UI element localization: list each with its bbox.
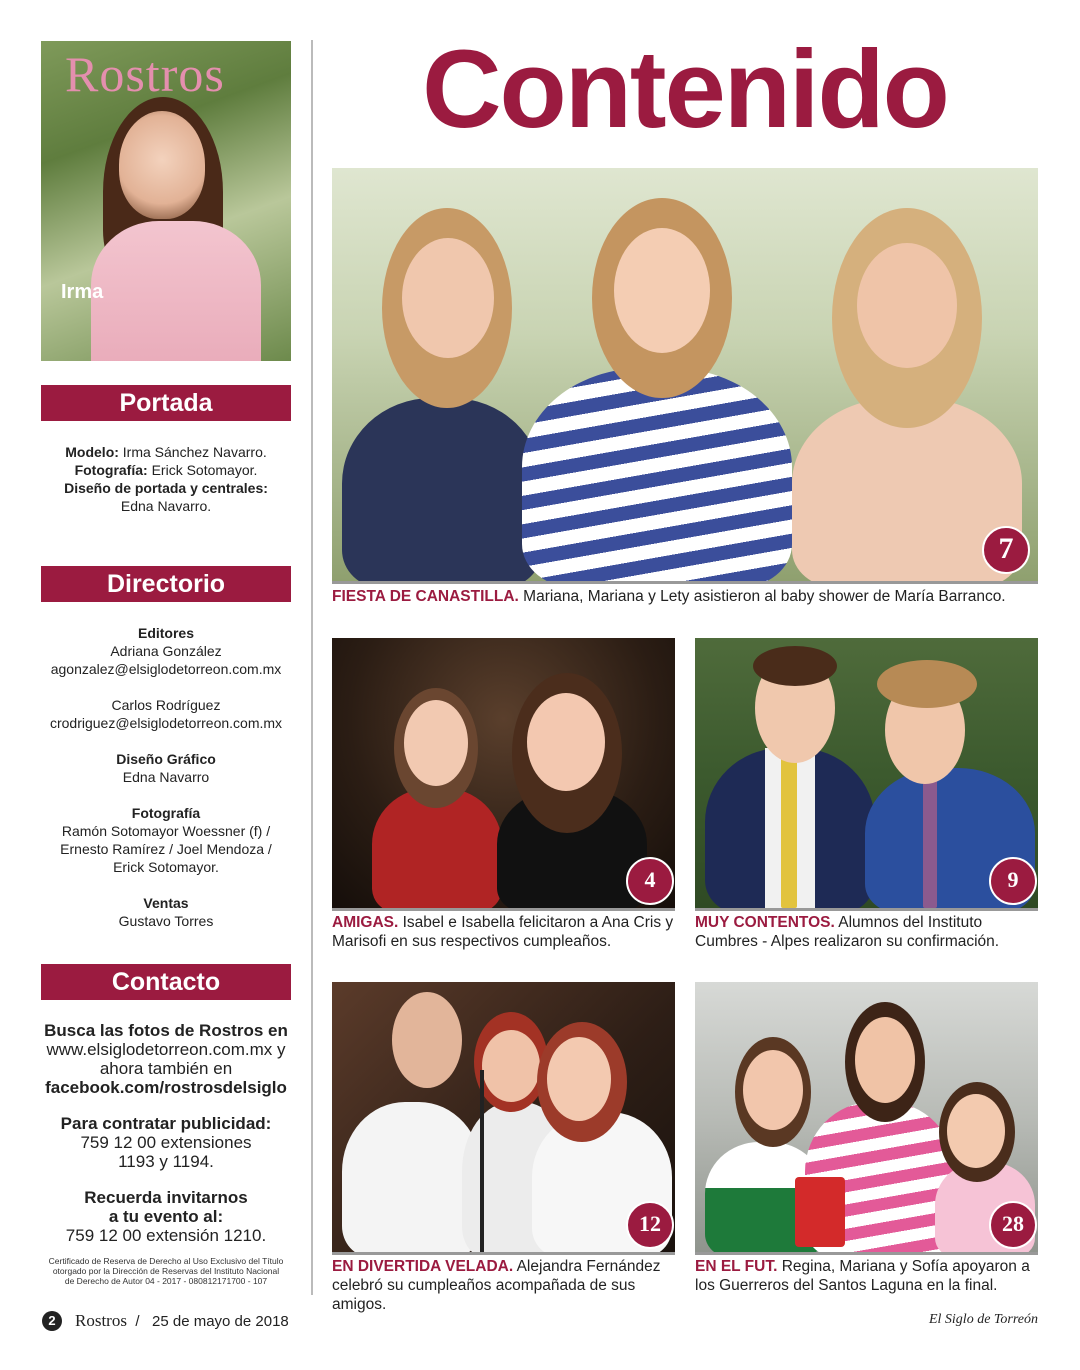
modelo-label: Modelo: [65, 444, 119, 460]
caption-amigas [332, 913, 675, 951]
page-badge-9: 9 [989, 857, 1037, 905]
page-badge-4: 4 [626, 857, 674, 905]
editores-label: Editores [137, 625, 194, 641]
figure-girl1-face [743, 1050, 803, 1130]
cover-thumbnail[interactable] [41, 41, 291, 361]
editor1-name: Adriana González [110, 643, 222, 659]
editor2-name: Carlos Rodríguez [111, 697, 221, 713]
page-number: 2 [42, 1311, 62, 1331]
column-divider [311, 40, 313, 1295]
legal-line1: Certificado de Reserva de Derecho al Uso Exclusivo del Título [48, 1256, 284, 1266]
footer-brand: Rostros [75, 1311, 127, 1330]
photo-muy-contentos[interactable] [695, 638, 1038, 911]
contacto-facebook[interactable]: facebook.com/rostrosdelsiglo [45, 1078, 287, 1097]
figure-center-face [614, 228, 710, 353]
caption-en-el-fut [695, 1257, 1040, 1295]
diseno-grafico-label: Diseño Gráfico [116, 751, 216, 767]
figure-left-dress [342, 398, 542, 584]
contacto-header: Contacto [41, 964, 291, 1000]
ventas-label: Ventas [143, 895, 189, 911]
portada-credits [41, 443, 291, 515]
photo-amigas[interactable] [332, 638, 675, 911]
caption-kicker: EN EL FUT. [695, 1258, 778, 1275]
caption-text: Mariana, Mariana y Lety asistieron al baby shower de María Barranco. [518, 588, 1006, 605]
caption-kicker: FIESTA DE CANASTILLA. [332, 588, 519, 605]
legal-line3: de Derecho de Autor 04 - 2017 - 080812171700 - 107 [64, 1276, 268, 1286]
photo-fiesta-canastilla[interactable] [332, 168, 1038, 584]
caption-muy-contentos [695, 913, 1040, 951]
figure-boy2-hair [877, 660, 977, 708]
directorio-header: Directorio [41, 566, 291, 602]
foto-label: Fotografía: [74, 462, 148, 478]
editor2-email[interactable]: crodriguez@elsiglodetorreon.com.mx [49, 715, 283, 731]
contacto-line1: Busca las fotos de Rostros en [44, 1021, 288, 1040]
figure-boy1-hair [753, 646, 837, 686]
figure-left-face [402, 238, 494, 358]
page-badge-12: 12 [626, 1201, 674, 1249]
figure-boy1-tie [781, 758, 797, 908]
figure-girl1-face [404, 700, 468, 786]
page-badge-28: 28 [989, 1201, 1037, 1249]
page-badge-7: 7 [982, 526, 1030, 574]
contacto-publicidad-label: Para contratar publicidad: [60, 1114, 272, 1133]
cover-model-name: Irma [61, 281, 104, 303]
contacto-invitar-label2: a tu evento al: [108, 1207, 224, 1226]
editor1-email[interactable]: agonzalez@elsiglodetorreon.com.mx [50, 661, 282, 677]
contacto-invitar-label1: Recuerda invitarnos [84, 1188, 248, 1207]
figure-man-head [392, 992, 462, 1088]
figure-singer-face [482, 1030, 540, 1102]
caption-kicker: MUY CONTENTOS. [695, 914, 835, 931]
figure-girl2-face [527, 693, 605, 791]
soda-cup [795, 1177, 845, 1247]
legal-notice [41, 1256, 291, 1286]
cover-face [119, 111, 205, 219]
caption-text: Alumnos del Instituto Cumbres - Alpes realizaron su confirmación. [695, 914, 1000, 950]
caption-fiesta-canastilla [332, 587, 1038, 606]
legal-line2: otorgado por la Dirección de Reservas del Instituto Nacional [52, 1266, 280, 1276]
figure-center-top [522, 368, 792, 584]
caption-text: Regina, Mariana y Sofía apoyaron a los Guerreros del Santos Laguna en la final. [695, 1258, 1030, 1294]
publisher-logo: El Siglo de Torreón [928, 1312, 1038, 1327]
figure-boy2-tie [923, 778, 937, 908]
diseno-label: Diseño de portada y centrales: [64, 480, 268, 496]
cover-blouse [91, 221, 261, 361]
ventas-value: Gustavo Torres [118, 913, 214, 929]
contacto-line3: ahora también en [99, 1059, 233, 1078]
contacto-body [41, 1021, 291, 1245]
caption-text: Alejandra Fernández celebró su cumpleaños acompañada de sus amigos. [332, 1258, 661, 1313]
figure-man-shirt [342, 1102, 482, 1255]
cover-masthead: Rostros [65, 46, 225, 102]
photo-en-el-fut[interactable] [695, 982, 1038, 1255]
diseno-grafico-value: Edna Navarro [122, 769, 210, 785]
fotografia-line1: Ramón Sotomayor Woessner (f) / [61, 823, 271, 839]
page-title: Contenido [422, 28, 948, 151]
caption-kicker: AMIGAS. [332, 914, 399, 931]
caption-text: Isabel e Isabella felicitaron a Ana Cris y Marisofi en sus respectivos cumpleaños. [332, 914, 674, 950]
footer-info [75, 1311, 289, 1331]
contacto-invitar-phone: 759 12 00 extensión 1210. [65, 1226, 267, 1245]
fotografia-line2: Ernesto Ramírez / Joel Mendoza / [60, 841, 272, 857]
figure-woman-face [547, 1037, 611, 1121]
caption-kicker: EN DIVERTIDA VELADA. [332, 1258, 514, 1275]
contacto-publicidad-ext: 1193 y 1194. [118, 1152, 214, 1171]
modelo-value: Irma Sánchez Navarro. [122, 444, 267, 460]
figure-woman-face [855, 1017, 915, 1103]
foto-value: Erick Sotomayor. [151, 462, 258, 478]
photo-divertida-velada[interactable] [332, 982, 675, 1255]
contacto-publicidad-phone: 759 12 00 extensiones [80, 1133, 252, 1152]
caption-divertida-velada [332, 1257, 677, 1314]
figure-right-face [857, 243, 957, 368]
footer-date: 25 de mayo de 2018 [152, 1313, 289, 1330]
footer-separator: / [135, 1313, 140, 1330]
portada-header: Portada [41, 385, 291, 421]
figure-girl2-face [947, 1094, 1005, 1168]
fotografia-label: Fotografía [131, 805, 201, 821]
directorio-list [41, 624, 291, 930]
diseno-value: Edna Navarro. [120, 498, 212, 514]
microphone-stand [480, 1070, 484, 1255]
contacto-website[interactable]: www.elsiglodetorreon.com.mx y [46, 1040, 286, 1059]
fotografia-line3: Erick Sotomayor. [113, 859, 219, 875]
